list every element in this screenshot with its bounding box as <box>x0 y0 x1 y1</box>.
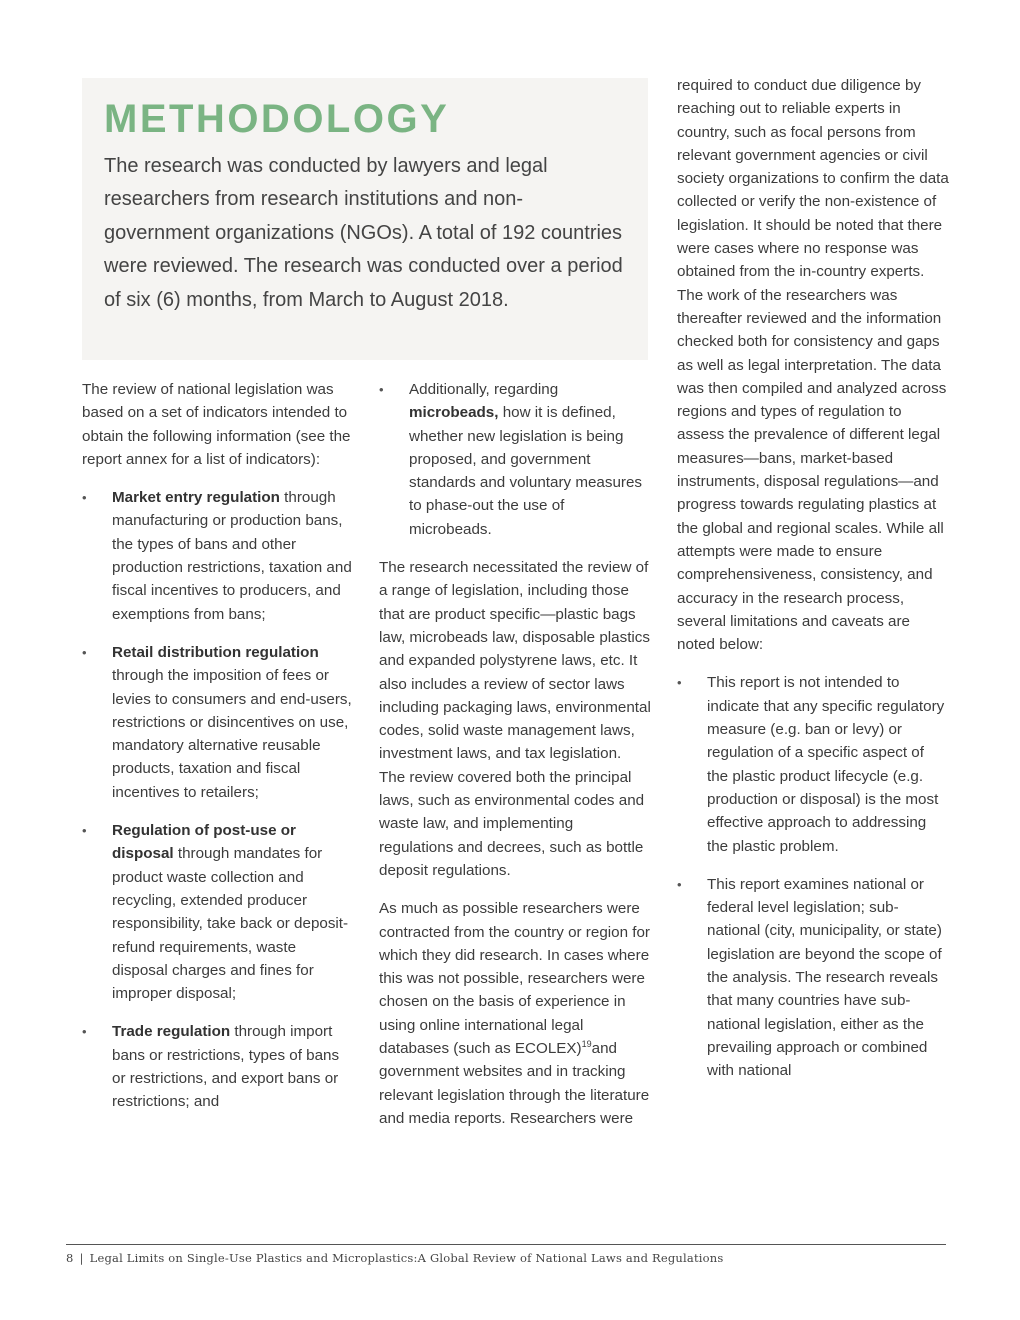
bullet-icon: • <box>677 876 682 892</box>
footer-divider <box>66 1244 946 1245</box>
page-number: 8 <box>66 1251 74 1265</box>
legislation-review-intro: The review of national legislation was based on a set of indicators intended to obtain the following information (see the report annex for a list of indicators): <box>82 381 351 468</box>
caveats-list <box>677 671 949 1082</box>
microbeads-list <box>379 378 651 541</box>
list-item-heading: Market entry regulation <box>112 489 280 507</box>
list-item <box>82 486 354 626</box>
list-item-text: This report is not intended to indicate that any specific regulatory measure (e.g. ban or levy) or regulation of a specific aspect of the plastic product lifecycle (e.g. production or disposal) is the most effective approach to addressing the plastic problem. <box>707 674 945 855</box>
legislation-range-paragraph: The research necessitated the review of a range of legislation, including those that are product specific—plastic bags law, microbeads law, disposable plastics and expanded polystyrene laws, etc. It also includes a review of sector laws including packaging laws, environmental codes, solid waste management laws, investment laws, and tax legislation. The review covered both the principal laws, such as environmental codes and waste law, and implementing regulations and decrees, such as bottle deposit regulations. <box>379 559 651 879</box>
list-item <box>379 378 651 541</box>
section-title: METHODOLOGY <box>104 97 450 141</box>
list-item-text: through the imposition of fees or levies to consumers and end-users, restrictions or disincentives on use, mandatory alternative reusable products, taxation and fiscal incentives to retailers; <box>112 667 352 801</box>
list-item <box>82 641 354 804</box>
column-2 <box>379 378 651 1130</box>
list-item-text: through manufacturing or production bans, the types of bans and other production restrictions, taxation and fiscal incentives to producers, and exemptions from bans; <box>112 489 352 623</box>
list-item-heading: Regulation of post-use or disposal <box>112 822 296 863</box>
indicator-list <box>82 486 354 1113</box>
bullet-icon: • <box>379 382 384 397</box>
bullet-icon: • <box>82 644 87 660</box>
due-diligence-paragraph: required to conduct due diligence by reaching out to reliable experts in country, such as focal persons from relevant government agencies or civil society organizations to confirm the data collected or verify the non-existence of legislation. It should be noted that there were cases where no response was obtained from the in-country experts. The work of the researchers was thereafter reviewed and the information checked both for consistency and gaps as well as legal interpretation. The data was then compiled and analyzed across regions and types of regulation to assess the prevalence of different legal measures—bans, market-based instruments, disposal regulations—and progress towards regulating plastics at the global and regional scales. While all attempts were made to ensure comprehensiveness, consistency, and accuracy in the research process, several limitations and caveats are noted below: <box>677 77 949 654</box>
paragraph-text: As much as possible researchers were contracted from the country or region for which they did research. In cases where this was not possible, researchers were chosen on the basis of experience in using online international legal databases (such as ECOLEX) <box>379 900 650 1058</box>
list-item-text: Additionally, regarding <box>409 381 559 398</box>
methodology-intro: The research was conducted by lawyers and legal researchers from research institutions and non-government organizations (NGOs). A total of 192 countries were reviewed. The research was conducted over a period of six (6) months, from March to August 2018. <box>104 155 623 311</box>
list-item <box>82 819 354 1005</box>
report-title: Legal Limits on Single-Use Plastics and Microplastics:A Global Review of National Laws and Regulations <box>89 1251 724 1265</box>
bullet-icon: • <box>82 823 87 839</box>
list-item-text: through import bans or restrictions, types of bans or restrictions, and export bans or restrictions; and <box>112 1023 340 1111</box>
list-item <box>677 873 949 1083</box>
list-item-heading: Trade regulation <box>112 1023 231 1041</box>
list-item-heading: microbeads, <box>409 404 499 422</box>
bullet-icon: • <box>82 490 87 506</box>
list-item-text: through mandates for product waste collection and recycling, extended producer responsibility, take back or deposit-refund requirements, waste disposal charges and fines for improper disposal; <box>112 845 349 1003</box>
page-footer <box>66 1251 723 1265</box>
methodology-box <box>82 78 648 360</box>
list-item-text: This report examines national or federal level legislation; sub-national (city, municipality, or state) legislation are beyond the scope of the analysis. The research reveals that many countries have sub-national legislation, either as the prevailing approach or combined with national <box>707 875 942 1080</box>
list-item-heading: Retail distribution regulation <box>112 643 319 661</box>
column-1 <box>82 378 354 1129</box>
column-3 <box>677 74 949 1097</box>
list-item-text: how it is defined, whether new legislation is being proposed, and government standards and voluntary measures to phase-out the use of microbeads. <box>409 404 643 538</box>
researchers-paragraph <box>379 897 651 1130</box>
list-item <box>82 1020 354 1113</box>
bullet-icon: • <box>82 1024 87 1040</box>
bullet-icon: • <box>677 675 682 691</box>
footnote-ref: 19 <box>581 1039 592 1050</box>
paragraph-text: and government websites and in tracking relevant legislation through the literature and media reports. Researchers were <box>379 1040 650 1127</box>
footer-separator: | <box>79 1251 84 1265</box>
list-item <box>677 671 949 857</box>
